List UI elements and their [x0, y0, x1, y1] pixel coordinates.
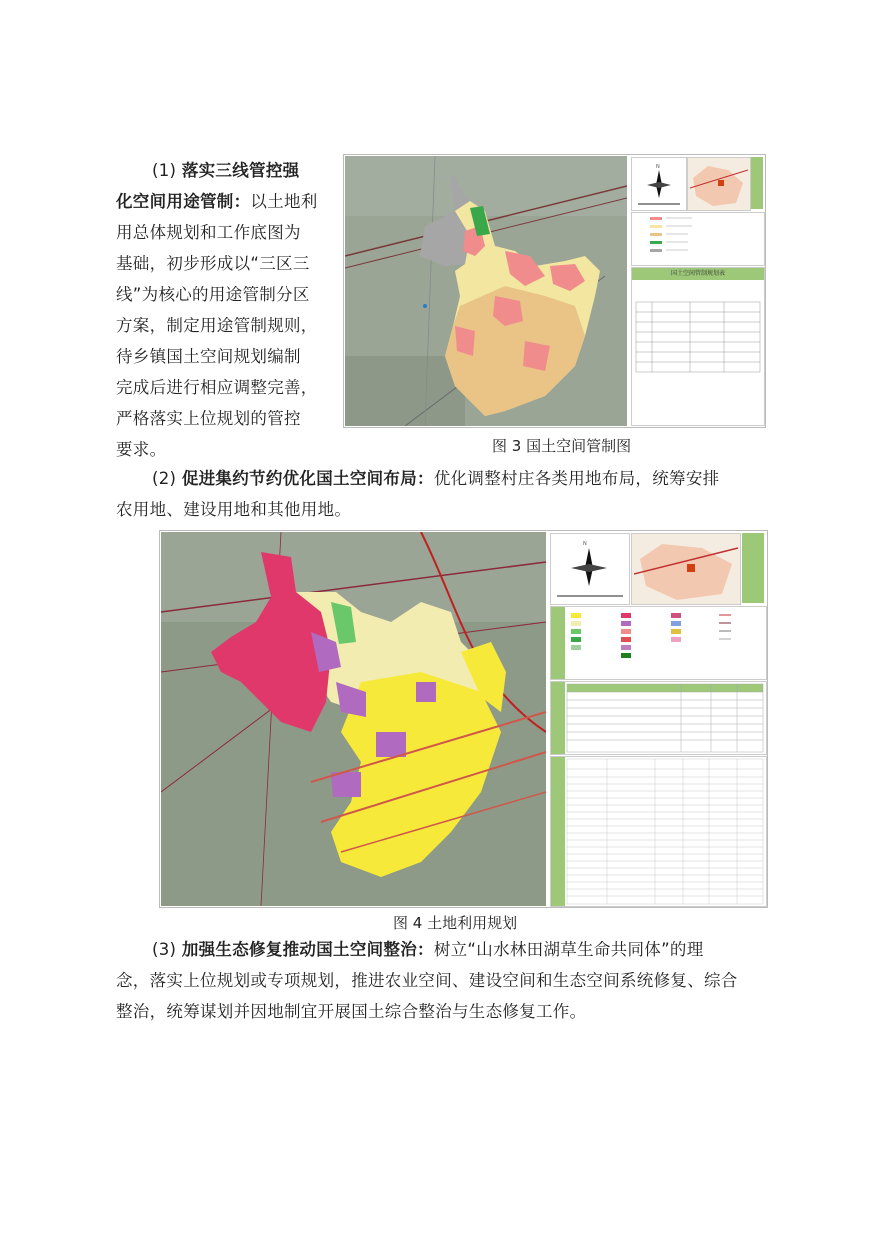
figure3-legend-panel — [631, 212, 765, 266]
figure4-map-area — [161, 532, 546, 906]
section1-line2: 用总体规划和工作底图为 — [116, 223, 301, 242]
figure3-location-svg — [688, 158, 750, 210]
section3-number: (3) — [152, 940, 182, 959]
section1-line4: 线”为核心的用途管制分区 — [116, 285, 310, 304]
figure4-violet-zone-4 — [331, 772, 361, 797]
figure4-location-title-bar — [742, 533, 764, 603]
section2-number: (2) — [152, 469, 182, 488]
figure4-violet-zone-3 — [376, 732, 406, 757]
section2-line2: 农用地、建设用地和其他用地。 — [116, 500, 352, 519]
figure3-map-svg — [345, 156, 627, 426]
section2-text1: 优化调整村庄各类用地布局，统筹安排 — [433, 469, 720, 488]
section3-text1: 树立“山水林田湖草生命共同体”的理 — [433, 940, 704, 959]
section1-line5: 方案，制定用途管制规则， — [116, 316, 318, 335]
section1-line3: 基础，初步形成以“三区三 — [116, 254, 310, 273]
section3-line2: 念，落实上位规划或专项规划，推进农业空间、建设空间和生态空间系统修复、综合 — [116, 971, 738, 990]
section1-line7: 完成后进行相应调整完善， — [116, 378, 318, 397]
figure4-legend-panel — [550, 606, 767, 680]
figure4-target-table — [550, 681, 767, 755]
figure4-compass-label: N — [583, 541, 587, 547]
figure4-violet-zone-5 — [416, 682, 436, 702]
section3-line1 — [152, 934, 704, 965]
figure4-compass-panel — [550, 533, 630, 605]
figure3-table-panel — [631, 267, 765, 426]
figure3-compass-svg — [632, 158, 686, 210]
figure3-location-panel — [687, 157, 751, 211]
figure3-table-svg — [632, 280, 764, 420]
section1-number: (1) — [152, 161, 182, 180]
section1-line1 — [116, 186, 318, 217]
figure3-compass-panel — [631, 157, 687, 211]
section1-heading-part1: 落实三线管控强 — [181, 161, 300, 180]
figure4-map-svg — [161, 532, 546, 906]
section1-line9: 要求。 — [116, 440, 167, 459]
section2-heading: 促进集约节约优化国土空间布局： — [181, 469, 434, 488]
figure3-legend-svg — [632, 213, 764, 265]
figure3-location-title-bar — [751, 157, 763, 209]
figure4-structure-table — [550, 756, 767, 907]
section3-line3: 整治，统筹谋划并因地制宜开展国土综合整治与生态修复工作。 — [116, 1002, 587, 1021]
figure4-location-svg — [632, 534, 740, 604]
section1-line1-rest: 以土地利 — [250, 192, 318, 211]
section3-heading: 加强生态修复推动国土空间整治： — [181, 940, 434, 959]
figure4-compass-svg — [551, 534, 629, 604]
section1-line0 — [152, 155, 299, 186]
figure4-structure-svg — [551, 757, 766, 906]
figure4-location-panel — [631, 533, 741, 605]
figure3-map-area — [345, 156, 627, 426]
figure3-land-control-map — [343, 154, 766, 428]
figure4-legend-svg — [551, 607, 766, 679]
section1-heading-part2: 化空间用途管制： — [116, 192, 251, 211]
figure3-compass-label: N — [656, 164, 660, 170]
section2-line1 — [152, 463, 719, 494]
figure4-caption: 图 4 土地利用规划 — [393, 914, 518, 932]
figure3-table-title: 国土空间管制规划表 — [632, 268, 764, 280]
figure4-target-svg — [551, 682, 766, 754]
figure4-land-use-plan — [159, 530, 768, 908]
section1-line6: 待乡镇国土空间规划编制 — [116, 347, 301, 366]
section1-line8: 严格落实上位规划的管控 — [116, 409, 301, 428]
figure3-caption: 图 3 国土空间管制图 — [492, 437, 632, 455]
